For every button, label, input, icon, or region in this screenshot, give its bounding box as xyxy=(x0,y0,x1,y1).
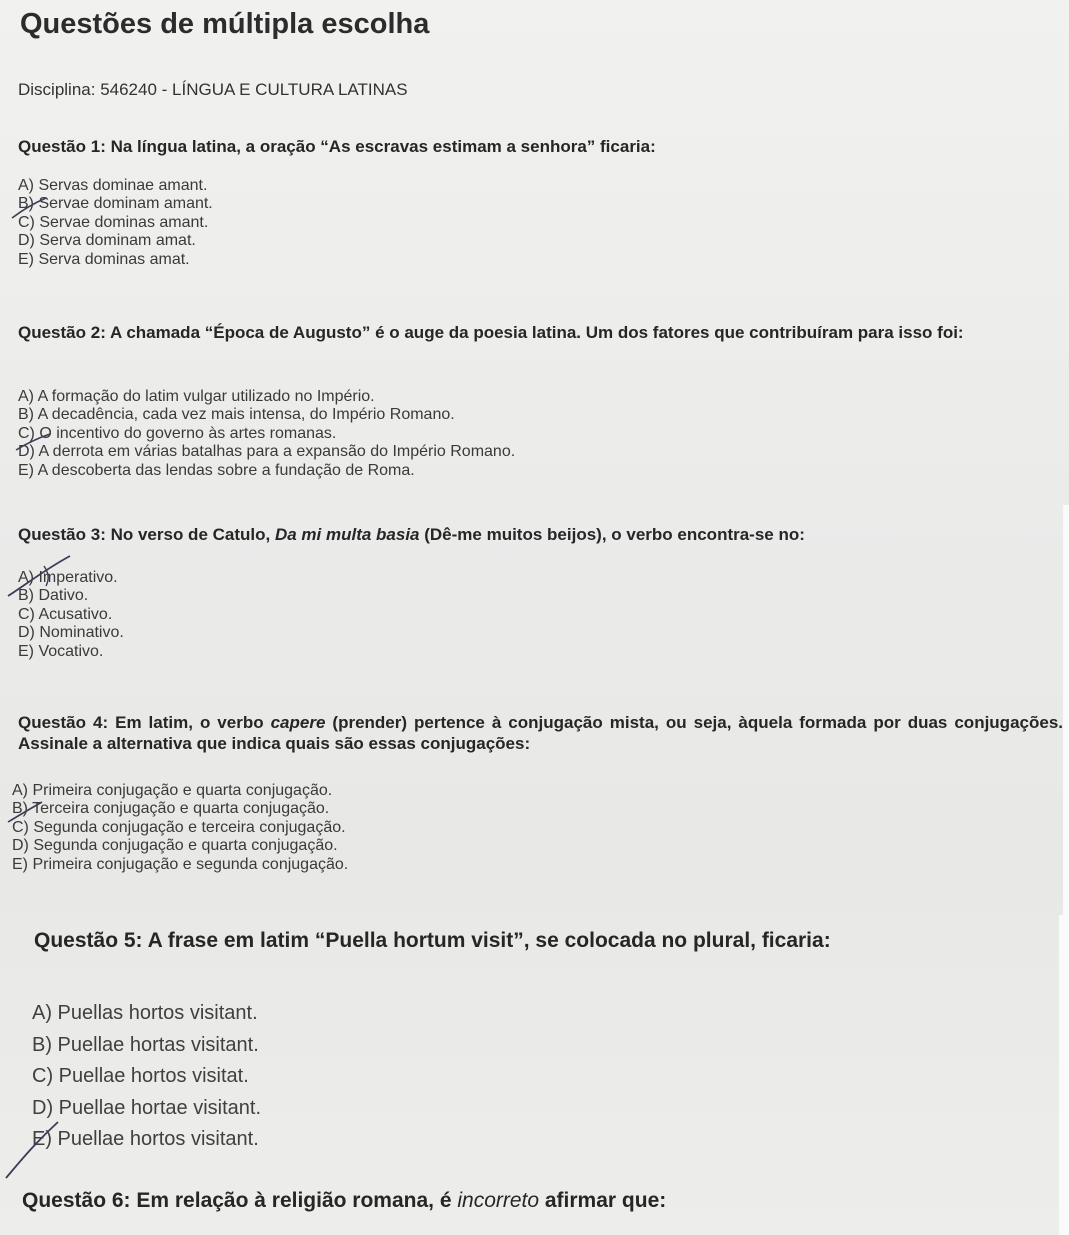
option[interactable]: E) Primeira conjugação e segunda conjugação. xyxy=(12,855,349,873)
option[interactable]: A) Primeira conjugação e quarta conjugação. xyxy=(12,782,333,799)
option[interactable]: C) Servae dominas amant. xyxy=(18,213,209,231)
option[interactable]: E) Serva dominas amat. xyxy=(18,250,190,268)
page-title: Questões de múltipla escolha xyxy=(20,8,430,40)
option[interactable]: A) Imperativo. xyxy=(18,569,118,586)
question-3-verse: Da mi multa basia xyxy=(274,525,420,544)
question-2 xyxy=(18,322,1063,343)
question-4 xyxy=(18,712,1063,754)
question-4-text: Em latim, o verbo xyxy=(108,713,271,732)
question-3-label: Questão 3: xyxy=(18,525,106,544)
question-5 xyxy=(34,928,1044,954)
question-4-label: Questão 4: xyxy=(18,713,109,732)
option[interactable]: D) Segunda conjugação e quarta conjugação. xyxy=(12,837,338,855)
question-5-options xyxy=(32,998,261,1156)
page-edge xyxy=(1063,505,1069,915)
discipline-line: Disciplina: 546240 - LÍNGUA E CULTURA LATINAS xyxy=(18,80,408,99)
question-4-options xyxy=(12,782,348,874)
option[interactable]: E) A descoberta das lendas sobre a fundação de Roma. xyxy=(18,461,415,479)
question-2-options xyxy=(18,388,515,480)
question-6-text-end: afirmar que: xyxy=(539,1189,667,1212)
option[interactable]: B) Puellae hortas visitant. xyxy=(32,1033,259,1056)
question-3 xyxy=(18,524,1058,545)
option[interactable]: E) Puellae hortos visitant. xyxy=(32,1128,259,1150)
option[interactable]: A) A formação do latim vulgar utilizado no Império. xyxy=(18,388,375,405)
question-3-text: No verso de Catulo, xyxy=(105,525,275,544)
option[interactable]: C) Puellae hortos visitat. xyxy=(32,1065,249,1087)
question-4-verb: capere xyxy=(270,713,326,732)
option[interactable]: D) Serva dominam amat. xyxy=(18,232,196,250)
question-1-label: Questão 1: xyxy=(18,137,106,156)
question-1-text: Na língua latina, a oração “As escravas estimam a senhora” ficaria: xyxy=(105,137,656,156)
question-3-text-end: (Dê-me muitos beijos), o verbo encontra-se no: xyxy=(419,525,805,544)
option[interactable]: B) Terceira conjugação e quarta conjugação. xyxy=(12,800,330,818)
option[interactable]: C) O incentivo do governo às artes romanas. xyxy=(18,424,337,442)
question-6-text: Em relação à religião romana, é xyxy=(130,1189,458,1212)
question-1-options xyxy=(18,177,213,269)
option[interactable]: B) A decadência, cada vez mais intensa, do Império Romano. xyxy=(18,406,455,424)
option[interactable]: D) A derrota em várias batalhas para a expansão do Império Romano. xyxy=(18,443,516,461)
question-3-options xyxy=(18,569,124,661)
question-1 xyxy=(18,136,1058,157)
page-edge xyxy=(1059,915,1069,1235)
question-4-text-end: (prender) pertence à conjugação mista, ou seja, àquela formada por duas conjugações. Assinale a alternativa que indica quais são essas conjugações: xyxy=(18,713,1063,753)
option[interactable]: B) Dativo. xyxy=(18,587,89,605)
question-6-emphasis: incorreto xyxy=(457,1189,540,1212)
option[interactable]: A) Puellas hortos visitant. xyxy=(32,1002,258,1024)
question-6-label: Questão 6: xyxy=(22,1189,131,1212)
question-2-label: Questão 2: xyxy=(18,323,106,342)
option[interactable]: E) Vocativo. xyxy=(18,642,104,660)
question-5-label: Questão 5: xyxy=(34,929,143,952)
option[interactable]: C) Segunda conjugação e terceira conjugação. xyxy=(12,818,346,836)
option[interactable]: D) Puellae hortae visitant. xyxy=(32,1096,262,1119)
option[interactable]: B) Servae dominam amant. xyxy=(18,195,213,213)
question-5-text: A frase em latim “Puella hortum visit”, se colocada no plural, ficaria: xyxy=(142,929,831,952)
option[interactable]: D) Nominativo. xyxy=(18,624,124,642)
option[interactable]: C) Acusativo. xyxy=(18,605,113,623)
question-6 xyxy=(22,1190,1022,1211)
option[interactable]: A) Servas dominae amant. xyxy=(18,177,208,194)
question-2-text: A chamada “Época de Augusto” é o auge da poesia latina. Um dos fatores que contribuíram para isso foi: xyxy=(105,323,964,342)
